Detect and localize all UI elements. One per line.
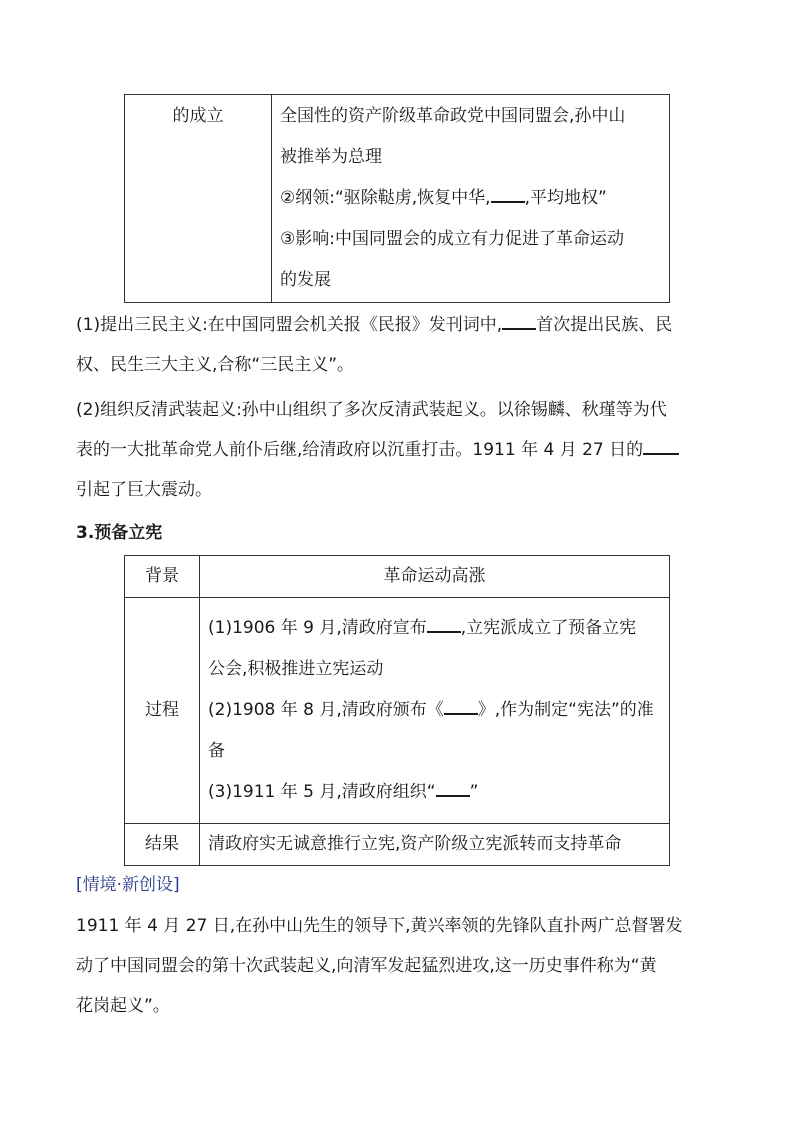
process-cell: (1)1906 年 9 月,清政府宣布 ,立宪派成立了预备立宪 公会,积极推进立宪运动 (2)1908 年 8 月,清政府颁布《 》,作为制定“宪法”的准 备 (3)1911 年 5 月,清政府组织“ ” [200, 598, 670, 824]
table1-line: 的发展 [280, 270, 331, 290]
scenario-label: [情境·新创设] [76, 875, 180, 895]
table1-left-cell: 的成立 [125, 95, 272, 303]
background-value: 革命运动高涨 [200, 556, 670, 598]
result-label: 结果 [125, 824, 200, 866]
three-principles-paragraph: (1)提出三民主义:在中国同盟会机关报《民报》发刊词中, 首次提出民族、民 权、民生三大主义,合称“三民主义”。 [76, 305, 718, 385]
fill-blank [491, 184, 525, 203]
fill-blank [643, 436, 679, 455]
section-heading: 3.预备立宪 [76, 523, 163, 543]
table1-right-cell [272, 95, 670, 303]
fill-blank [444, 696, 478, 715]
table1-line: 全国性的资产阶级革命政党中国同盟会,孙中山 [280, 106, 626, 126]
fill-blank [502, 311, 536, 330]
process-label: 过程 [125, 598, 200, 824]
fill-blank [427, 614, 461, 633]
background-label: 背景 [125, 556, 200, 598]
fill-blank [436, 778, 470, 797]
tongmenghui-table [124, 94, 670, 303]
table1-line: ②纲领:“驱除鞑虏,恢复中华, ,平均地权” [280, 178, 661, 219]
table1-line: 被推举为总理 [280, 147, 382, 167]
result-value: 清政府实无诚意推行立宪,资产阶级立宪派转而支持革命 [200, 824, 670, 866]
constitution-table [124, 555, 670, 866]
uprisings-paragraph: (2)组织反清武装起义:孙中山组织了多次反清武装起义。以徐锡麟、秋瑾等为代 表的一大批革命党人前仆后继,给清政府以沉重打击。1911 年 4 月 27 日的 引起了巨大震动。 [76, 390, 718, 510]
scenario-paragraph: 1911 年 4 月 27 日,在孙中山先生的领导下,黄兴率领的先锋队直扑两广总督署发 动了中国同盟会的第十次武装起义,向清军发起猛烈进攻,这一历史事件称为“黄 花岗起义”。 [76, 916, 683, 1016]
table1-line: ③影响:中国同盟会的成立有力促进了革命运动 [280, 229, 624, 249]
